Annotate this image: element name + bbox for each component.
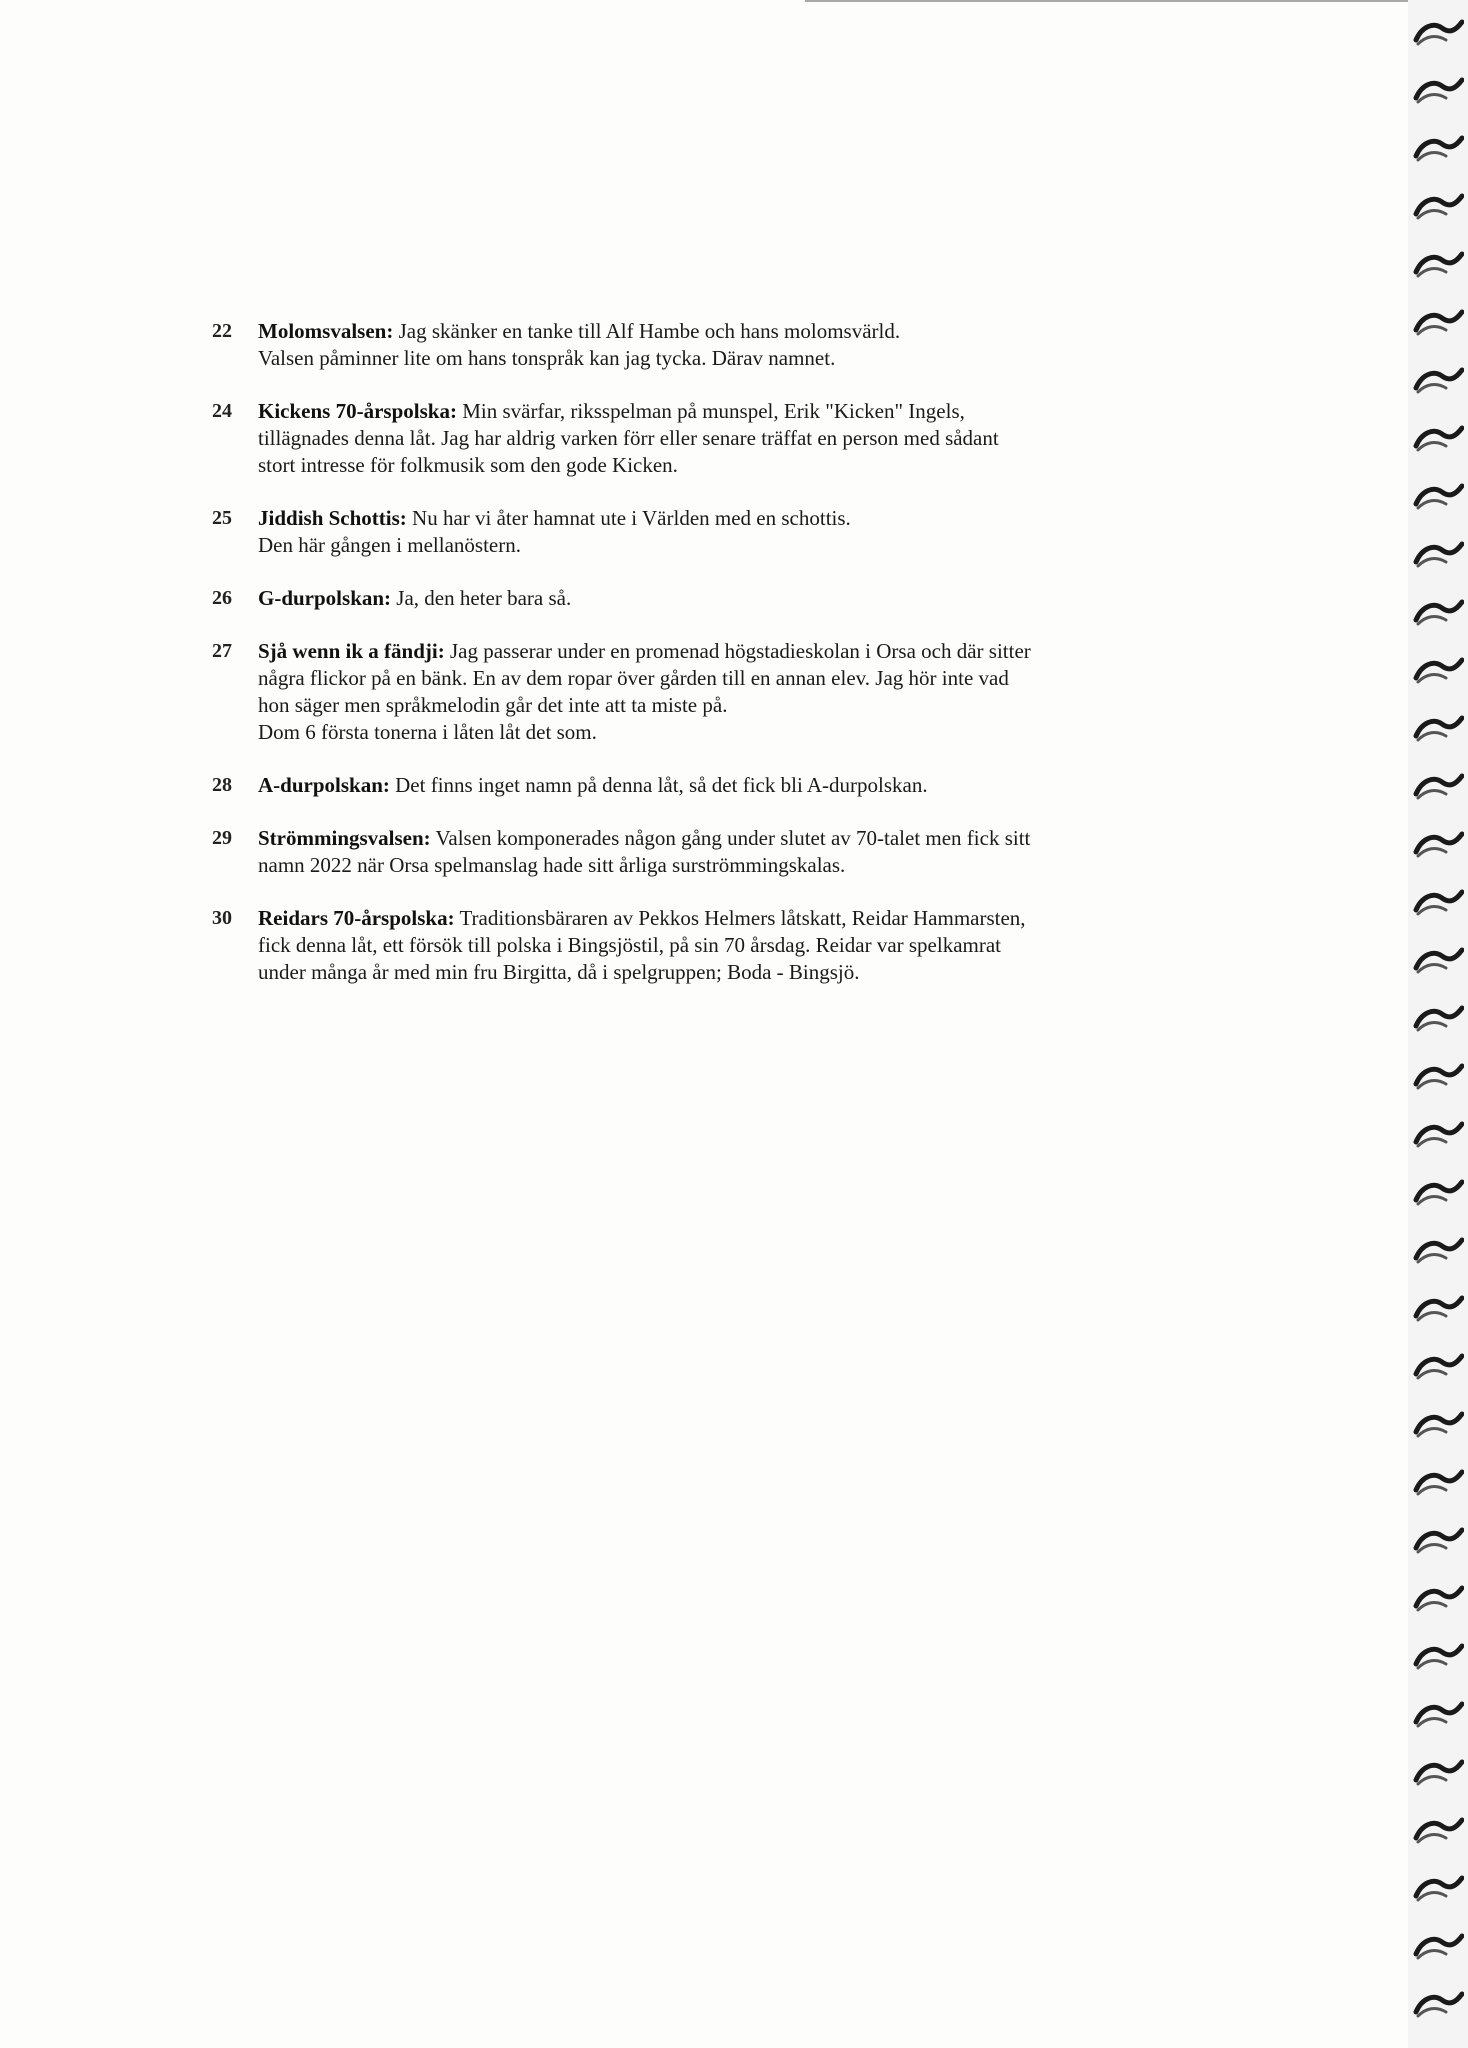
binding-coil-icon (1412, 1120, 1464, 1150)
description-line: Dom 6 första tonerna i låten låt det som. (258, 720, 597, 744)
description-line (258, 772, 1272, 799)
binding-coil-icon (1412, 1294, 1464, 1324)
binding-coil-icon (1412, 1700, 1464, 1730)
description-line (258, 318, 1272, 345)
tune-entry (212, 505, 1272, 559)
tune-entry (212, 905, 1272, 986)
description-line: några flickor på en bänk. En av dem ropar över gården till en annan elev. Jag hör inte vad (258, 666, 1009, 690)
tune-entry (212, 585, 1272, 612)
binding-coil-icon (1412, 1178, 1464, 1208)
description-text: Traditionsbäraren av Pekkos Helmers låtskatt, Reidar Hammarsten, (459, 906, 1026, 930)
binding-coil-icon (1412, 192, 1464, 222)
tune-entry (212, 638, 1272, 746)
binding-coil-icon (1412, 946, 1464, 976)
description-line (258, 505, 1272, 532)
page-top-edge (805, 0, 1420, 2)
binding-coil-icon (1412, 656, 1464, 686)
tune-notes-list (212, 318, 1272, 1012)
binding-coil-icon (1412, 308, 1464, 338)
description-line: Valsen påminner lite om hans tonspråk kan jag tycka. Därav namnet. (258, 346, 836, 370)
binding-coil-icon (1412, 134, 1464, 164)
description-line (258, 825, 1272, 852)
tune-number: 30 (212, 907, 232, 929)
binding-coil-icon (1412, 1062, 1464, 1092)
binding-coil-icon (1412, 1526, 1464, 1556)
description-text: Min svärfar, riksspelman på munspel, Erik "Kicken" Ingels, (462, 399, 965, 423)
binding-coil-icon (1412, 1410, 1464, 1440)
tune-title: Molomsvalsen: (258, 319, 394, 343)
binding-coil-icon (1412, 366, 1464, 396)
spiral-binding (1408, 0, 1468, 2048)
description-line (258, 585, 1272, 612)
description-text: Ja, den heter bara så. (396, 586, 572, 610)
binding-coil-icon (1412, 772, 1464, 802)
binding-coil-icon (1412, 830, 1464, 860)
tune-number: 27 (212, 640, 232, 662)
tune-number: 24 (212, 400, 232, 422)
description-text: Valsen komponerades någon gång under slutet av 70-talet men fick sitt (435, 826, 1031, 850)
description-line: under många år med min fru Birgitta, då i spelgruppen; Boda - Bingsjö. (258, 960, 860, 984)
tune-title: Sjå wenn ik a fändji: (258, 639, 445, 663)
binding-coil-icon (1412, 1584, 1464, 1614)
description-line: fick denna låt, ett försök till polska i Bingsjöstil, på sin 70 årsdag. Reidar var spelkamrat (258, 933, 1002, 957)
binding-coil-icon (1412, 540, 1464, 570)
tune-title: G-durpolskan: (258, 586, 392, 610)
tune-description (258, 905, 1272, 986)
binding-coil-icon (1412, 482, 1464, 512)
binding-coil-icon (1412, 1990, 1464, 2020)
tune-description (258, 505, 1272, 559)
binding-coil-icon (1412, 1758, 1464, 1788)
tune-entry (212, 398, 1272, 479)
description-line (258, 905, 1272, 932)
tune-number: 29 (212, 827, 232, 849)
tune-number: 28 (212, 774, 232, 796)
description-text: Nu har vi åter hamnat ute i Världen med en schottis. (412, 506, 851, 530)
binding-coil-icon (1412, 1236, 1464, 1266)
description-text: Jag passerar under en promenad högstadieskolan i Orsa och där sitter (449, 639, 1031, 663)
binding-coil-icon (1412, 1642, 1464, 1672)
tune-entry (212, 318, 1272, 372)
tune-title: Kickens 70-årspolska: (258, 399, 457, 423)
tune-description (258, 638, 1272, 746)
description-line: stort intresse för folkmusik som den gode Kicken. (258, 453, 678, 477)
description-line (258, 638, 1272, 665)
description-line: Den här gången i mellanöstern. (258, 533, 521, 557)
tune-description (258, 772, 1272, 799)
binding-coil-icon (1412, 1468, 1464, 1498)
binding-coil-icon (1412, 1352, 1464, 1382)
tune-description (258, 398, 1272, 479)
tune-number: 22 (212, 320, 232, 342)
description-line: tillägnades denna låt. Jag har aldrig varken förr eller senare träffat en person med sådant (258, 426, 999, 450)
binding-coil-icon (1412, 1932, 1464, 1962)
binding-coil-icon (1412, 76, 1464, 106)
description-line: hon säger men språkmelodin går det inte att ta miste på. (258, 693, 728, 717)
description-text: Det finns inget namn på denna låt, så det fick bli A-durpolskan. (395, 773, 928, 797)
binding-coil-icon (1412, 714, 1464, 744)
tune-description (258, 825, 1272, 879)
tune-description (258, 585, 1272, 612)
tune-title: Jiddish Schottis: (258, 506, 407, 530)
binding-coil-icon (1412, 424, 1464, 454)
binding-coil-icon (1412, 1004, 1464, 1034)
description-line (258, 398, 1272, 425)
binding-coil-icon (1412, 18, 1464, 48)
tune-description (258, 318, 1272, 372)
binding-coil-icon (1412, 1816, 1464, 1846)
description-text: Jag skänker en tanke till Alf Hambe och hans molomsvärld. (398, 319, 901, 343)
tune-title: A-durpolskan: (258, 773, 390, 797)
binding-coil-icon (1412, 250, 1464, 280)
binding-coil-icon (1412, 888, 1464, 918)
tune-entry (212, 825, 1272, 879)
description-line: namn 2022 när Orsa spelmanslag hade sitt årliga surströmmingskalas. (258, 853, 846, 877)
binding-coil-icon (1412, 1874, 1464, 1904)
tune-title: Strömmingsvalsen: (258, 826, 431, 850)
tune-title: Reidars 70-årspolska: (258, 906, 455, 930)
tune-number: 25 (212, 507, 232, 529)
binding-coil-icon (1412, 598, 1464, 628)
tune-number: 26 (212, 587, 232, 609)
tune-entry (212, 772, 1272, 799)
